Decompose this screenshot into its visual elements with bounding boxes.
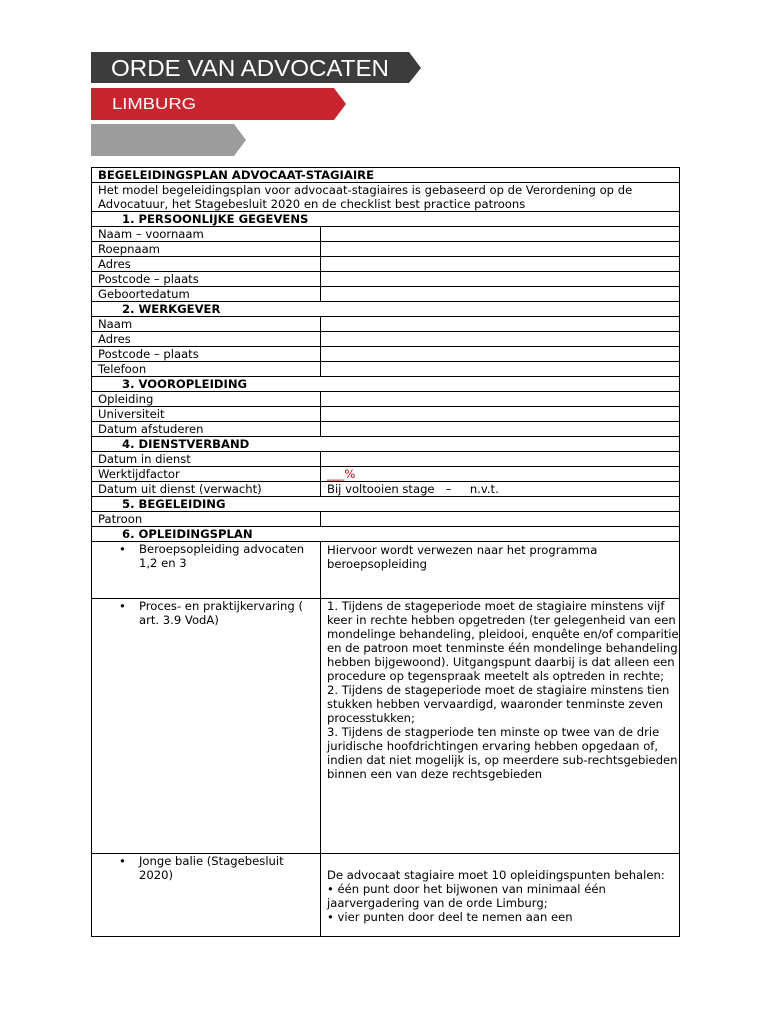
field-value-patroon[interactable] <box>321 512 680 527</box>
field-label: Universiteit <box>92 407 321 422</box>
plan-item-text: 1. Tijdens de stageperiode moet de stagiaire minstens vijf keer in rechte hebben opgetreden (ter gelegenheid van een mondelinge behandeling, pleidooi, enquête en/of comparitie en de patroon moet tenminste één mondelinge behandeling hebben bijgewoond). Uitgangspunt daarbij is dat alleen een procedure op tegenspraak meetelt als optreden in rechte; 2. Tijdens de stageperiode moet de stagiaire minstens tien stukken hebben vervaardigd, waaronder tenminste zeven processtukken; 3. Tijdens de stagperiode ten minste op twee van de drie juridische hoofdrichtingen ervaring hebben opgedaan of, indien dat niet mogelijk is, op meerdere sub-rechtsgebieden binnen een van deze rechtsgebieden <box>321 599 680 854</box>
werktijdfactor-percentage: ___% <box>327 467 356 481</box>
field-label: Naam <box>92 317 321 332</box>
plan-item-label <box>92 854 321 937</box>
field-label: Geboortedatum <box>92 287 321 302</box>
section-persoonlijke-gegevens: 1. PERSOONLIJKE GEGEVENS <box>92 212 680 227</box>
plan-item-beroepsopleiding: Beroepsopleiding advocaten 1,2 en 3 <box>139 542 305 570</box>
field-value-adres[interactable] <box>321 257 680 272</box>
plan-item-jonge-balie: Jonge balie (Stagebesluit 2020) <box>139 854 284 882</box>
logo-region: LIMBURG <box>112 96 196 113</box>
plan-item-text: De advocaat stagiaire moet 10 opleidingspunten behalen: • één punt door het bijwonen van minimaal één jaarvergadering van de orde Limburg; • vier punten door deel te nemen aan een <box>321 854 680 937</box>
field-label: Naam – voornaam <box>92 227 321 242</box>
field-value-roepnaam[interactable] <box>321 242 680 257</box>
bullet: • <box>119 599 126 613</box>
field-value-universiteit[interactable] <box>321 407 680 422</box>
field-label: Adres <box>92 332 321 347</box>
field-value-werkgever-telefoon[interactable] <box>321 362 680 377</box>
field-label: Werktijdfactor <box>92 467 321 482</box>
plan-item-proces-praktijkervaring: Proces- en praktijkervaring ( art. 3.9 VodA) <box>139 599 303 627</box>
field-label: Datum in dienst <box>92 452 321 467</box>
field-label: Datum uit dienst (verwacht) <box>92 482 321 497</box>
section-dienstverband: 4. DIENSTVERBAND <box>92 437 680 452</box>
field-value-werkgever-adres[interactable] <box>321 332 680 347</box>
field-label: Adres <box>92 257 321 272</box>
field-value-datum-uit-dienst[interactable]: Bij voltooien stage – n.v.t. <box>321 482 680 497</box>
logo-org-name: ORDE VAN ADVOCATEN <box>111 55 389 81</box>
field-label: Postcode – plaats <box>92 272 321 287</box>
field-value-werktijdfactor[interactable] <box>321 467 680 482</box>
plan-item-label <box>92 542 321 599</box>
section-werkgever: 2. WERKGEVER <box>92 302 680 317</box>
field-value-werkgever-postcode[interactable] <box>321 347 680 362</box>
field-value-datum-in-dienst[interactable] <box>321 452 680 467</box>
field-value-naam[interactable] <box>321 227 680 242</box>
section-opleidingsplan: 6. OPLEIDINGSPLAN <box>92 527 680 542</box>
section-begeleiding: 5. BEGELEIDING <box>92 497 680 512</box>
field-label: Datum afstuderen <box>92 422 321 437</box>
form-title: BEGELEIDINGSPLAN ADVOCAAT-STAGIAIRE <box>92 168 680 183</box>
field-label: Opleiding <box>92 392 321 407</box>
form-intro: Het model begeleidingsplan voor advocaat-stagiaires is gebaseerd op de Verordening op de Advocatuur, het Stagebesluit 2020 en de checklist best practice patroons <box>92 183 680 212</box>
field-value-datum-afstuderen[interactable] <box>321 422 680 437</box>
bullet: • <box>119 542 126 556</box>
field-value-postcode[interactable] <box>321 272 680 287</box>
field-value-geboortedatum[interactable] <box>321 287 680 302</box>
field-value-opleiding[interactable] <box>321 392 680 407</box>
plan-item-text: Hiervoor wordt verwezen naar het programma beroepsopleiding <box>321 542 680 599</box>
plan-item-label <box>92 599 321 854</box>
field-value-werkgever-naam[interactable] <box>321 317 680 332</box>
field-label: Postcode – plaats <box>92 347 321 362</box>
orde-van-advocaten-logo <box>91 52 431 156</box>
field-label: Telefoon <box>92 362 321 377</box>
begeleidingsplan-form <box>91 167 680 937</box>
field-label: Roepnaam <box>92 242 321 257</box>
field-label: Patroon <box>92 512 321 527</box>
bullet: • <box>119 854 126 868</box>
section-vooropleiding: 3. VOOROPLEIDING <box>92 377 680 392</box>
